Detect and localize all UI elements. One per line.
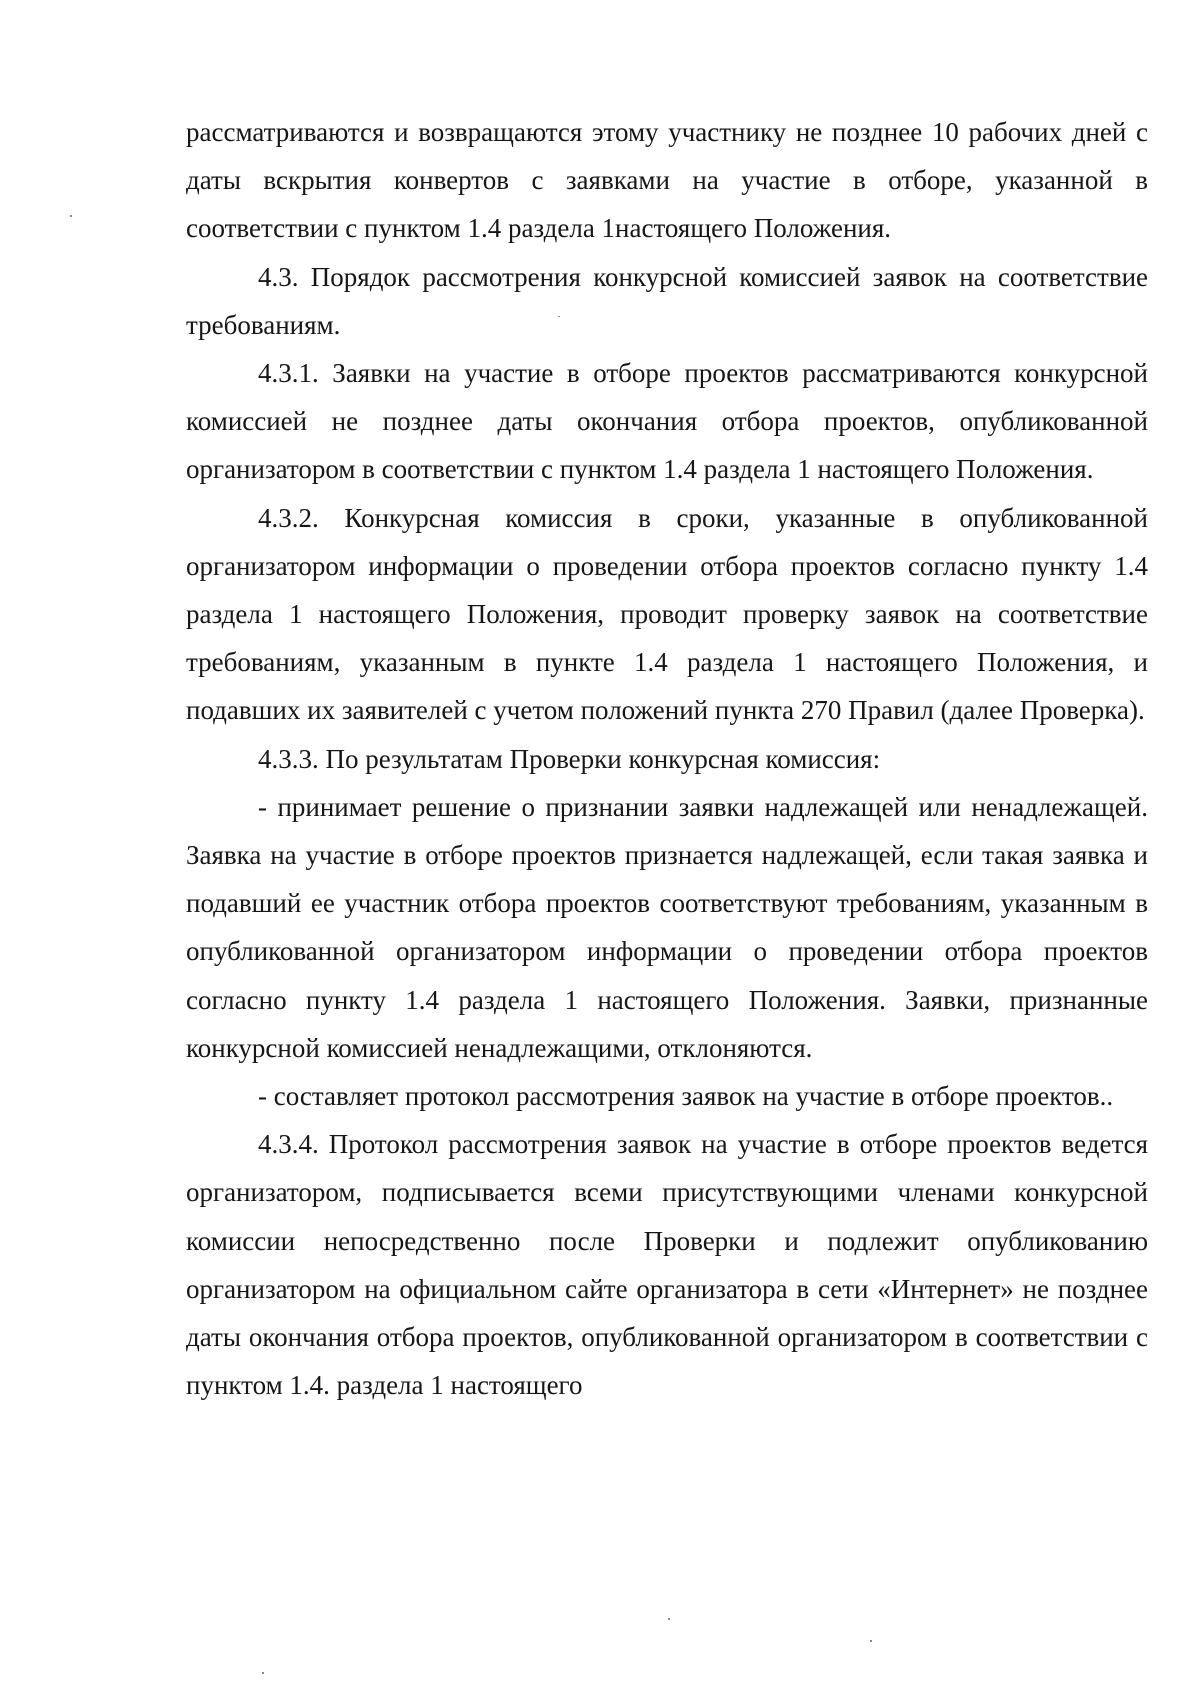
scan-speck (870, 1640, 872, 1642)
paragraph-4-3-1: 4.3.1. Заявки на участие в отборе проектов рассматриваются конкурсной комиссией не позднее даты окончания отбора проектов, опубликованной организатором в соответствии с пунктом 1.4 раздела 1 настоящего Положения. (186, 358, 1148, 485)
scan-speck (668, 1618, 670, 1620)
document-body (186, 108, 1148, 1409)
paragraph-continuation: рассматриваются и возвращаются этому участнику не позднее 10 рабочих дней с даты вскрытия конвертов с заявками на участие в отборе, указанной в соответствии с пунктом 1.4 раздела 1настоящего Положения. (186, 117, 1148, 244)
paragraph-4-3: 4.3. Порядок рассмотрения конкурсной комиссией заявок на соответствие требованиям. (186, 261, 1148, 340)
scan-speck (262, 1672, 264, 1674)
paragraph-4-3-3: 4.3.3. По результатам Проверки конкурсная комиссия: (258, 743, 881, 774)
scan-speck (558, 316, 560, 317)
scan-speck (70, 215, 72, 217)
list-item-protocol: - составляет протокол рассмотрения заявок на участие в отборе проектов.. (258, 1081, 1114, 1112)
list-item-decision: - принимает решение о признании заявки надлежащей или ненадлежащей. Заявка на участие в отборе проектов признается надлежащей, если такая заявка и подавший ее участник отбора проектов соответствуют требованиям, указанным в опубликованной организатором информации о проведении отбора проектов согласно пункту 1.4 раздела 1 настоящего Положения. Заявки, признанные конкурсной комиссией ненадлежащими, отклоняются. (186, 791, 1148, 1063)
paragraph-4-3-2: 4.3.2. Конкурсная комиссия в сроки, указанные в опубликованной организатором информации о проведении отбора проектов согласно пункту 1.4 раздела 1 настоящего Положения, проводит проверку заявок на соответствие требованиям, указанным в пункте 1.4 раздела 1 настоящего Положения, и подавших их заявителей с учетом положений пункта 270 Правил (далее Проверка). (186, 502, 1148, 726)
paragraph-4-3-4: 4.3.4. Протокол рассмотрения заявок на участие в отборе проектов ведется организатором, подписывается всеми присутствующими членами конкурсной комиссии непосредственно после Проверки и подлежит опубликованию организатором на официальном сайте организатора в сети «Интернет» не позднее даты окончания отбора проектов, опубликованной организатором в соответствии с пунктом 1.4. раздела 1 настоящего (186, 1129, 1148, 1401)
